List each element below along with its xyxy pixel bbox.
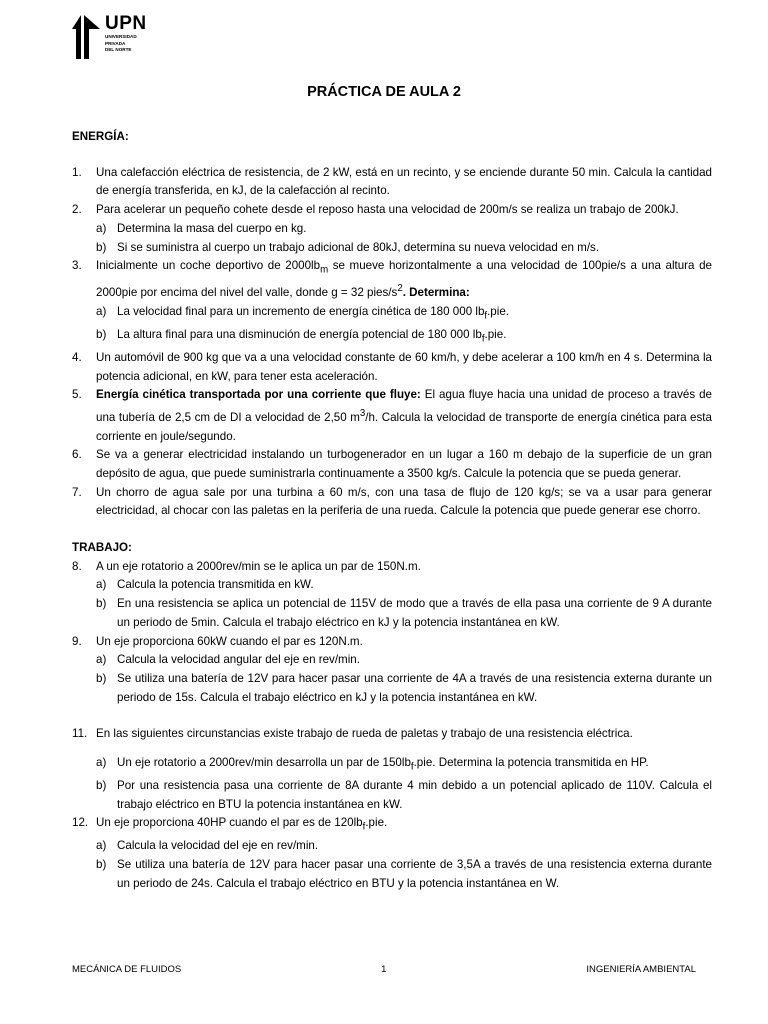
sub-item <box>72 754 712 777</box>
item-number: 8. <box>72 559 82 573</box>
logo-subtitle-line: PRIVADA <box>105 40 126 46</box>
item-number: 1. <box>72 165 82 179</box>
sub-item-text: Calcula la potencia transmitida en kW. <box>117 578 314 592</box>
list-item <box>72 558 712 577</box>
item-text: Un automóvil de 900 kg que va a una velocidad constante de 60 km/h, y debe acelerar a 100 km/h en 4 s. Determina la potencia adicional, en kW, para tener esta aceleración. <box>96 350 712 383</box>
sub-item-letter: a) <box>96 304 107 318</box>
logo-subtitle-line: UNIVERSIDAD <box>105 34 137 39</box>
item-text: Se va a generar electricidad instalando un turbogenerador en un lugar a 160 m debajo de la superficie de un gran depósito de agua, que puede suministrarla continuamente a 3500 kg/s. Calcule la potencia que se pueda generar. <box>96 448 712 480</box>
item-number: 9. <box>72 634 82 648</box>
item-number: 5. <box>72 388 82 402</box>
sub-item-letter: b) <box>96 779 107 793</box>
sub-item <box>72 651 712 670</box>
logo-subtitle-line: DEL NORTE <box>105 47 132 53</box>
superscript: 3 <box>359 407 366 419</box>
item-text: Para acelerar un pequeño cohete desde el reposo hasta una velocidad de 200m/s se realiza un trabajo de 200kJ. <box>96 203 679 217</box>
sub-item <box>72 326 712 349</box>
logo-subtitle <box>105 34 165 54</box>
list-item <box>72 386 712 446</box>
sub-item-text: .pie. Determina la potencia transmitida en HP. <box>413 756 649 770</box>
sub-item-text: La altura final para una disminución de energía potencial de 180 000 lb <box>117 327 482 341</box>
item-number: 4. <box>72 350 82 364</box>
sub-item-text: .pie. <box>484 327 507 341</box>
item-number: 7. <box>72 485 82 499</box>
sub-item-text: Si se suministra al cuerpo un trabajo adicional de 80kJ, determina su nueva velocidad en m/s. <box>117 240 600 254</box>
sub-item-text: Calcula la velocidad angular del eje en rev/min. <box>117 653 360 667</box>
item-text: . Determina: <box>402 286 470 300</box>
list-item <box>72 201 712 220</box>
item-text: .pie. <box>365 816 388 830</box>
sub-item-letter: b) <box>96 858 107 872</box>
sub-item-letter: a) <box>96 221 107 235</box>
section-heading-trabajo: TRABAJO: <box>72 541 132 555</box>
item-text: Un eje proporciona 40HP cuando el par es de 120lb <box>96 816 363 830</box>
sub-item-text: Determina la masa del cuerpo en kg. <box>117 221 307 235</box>
footer-page-number: 1 <box>381 964 387 975</box>
upn-arrow-icon <box>70 13 102 59</box>
sub-item-text: Un eje rotatorio a 2000rev/min desarrolla un par de 150lb <box>117 756 411 770</box>
subscript: f <box>362 821 366 833</box>
list-item <box>72 349 712 386</box>
logo-name: UPN <box>105 13 147 34</box>
list-item <box>72 725 712 744</box>
sub-item-text: Se utiliza una batería de 12V para hacer pasar una corriente de 3,5A a través de una resistencia externa durante un periodo de 24s. Calcula el trabajo eléctrico en BTU y la potencia instantánea en W. <box>117 858 712 890</box>
subscript: m <box>320 264 329 276</box>
item-number: 11. <box>72 727 88 741</box>
item-text: En las siguientes circunstancias existe trabajo de rueda de paletas y trabajo de una resistencia eléctrica. <box>96 727 633 741</box>
sub-item <box>72 220 712 239</box>
footer-program: INGENIERÍA AMBIENTAL <box>586 964 696 975</box>
sub-item-letter: a) <box>96 653 107 667</box>
sub-item-letter: b) <box>96 671 107 685</box>
item-number: 6. <box>72 448 82 462</box>
sub-item <box>72 239 712 258</box>
item-number: 3. <box>72 259 82 273</box>
list-item <box>72 164 712 201</box>
list-item <box>72 633 712 652</box>
footer-course: MECÁNICA DE FLUIDOS <box>72 964 182 975</box>
item-text: Inicialmente un coche deportivo de 2000lb <box>96 259 321 273</box>
item-number: 12. <box>72 816 89 830</box>
sub-item-letter: b) <box>96 597 107 611</box>
document-body <box>72 128 712 894</box>
item-text: /h. Calcula la velocidad de transporte de energía cinética para esta corriente en joule/segundo. <box>96 410 712 443</box>
sub-item <box>72 837 712 856</box>
list-item <box>72 446 712 483</box>
page-title: PRÁCTICA DE AULA 2 <box>307 84 461 100</box>
section-heading-energia: ENERGÍA: <box>72 130 129 143</box>
sub-item <box>72 777 712 814</box>
list-item <box>72 484 712 521</box>
sub-item-text: Se utiliza una batería de 12V para hacer pasar una corriente de 4A a través de una resistencia externa durante un periodo de 15s. Calcula el trabajo eléctrico en kJ y la potencia instantánea en kW. <box>117 671 712 704</box>
sub-item-letter: a) <box>96 756 107 770</box>
sub-item-letter: a) <box>96 839 107 853</box>
sub-item-letter: b) <box>96 240 107 254</box>
item-text: A un eje rotatorio a 2000rev/min se le aplica un par de 150N.m. <box>96 559 421 573</box>
sub-item <box>72 303 712 326</box>
sub-item-text: Por una resistencia pasa una corriente de 8A durante 4 min debido a un potencial aplicado de 110V. Calcula el trabajo eléctrico en BTU la potencia instantánea en kW. <box>117 779 712 811</box>
item-bold-lead: Energía cinética transportada por una corriente que fluye: <box>96 388 421 402</box>
sub-item <box>72 670 712 707</box>
sub-item-text: En una resistencia se aplica un potencial de 115V de modo que a través de ella pasa una corriente de 9 A durante un periodo de 5min. Calcula el trabajo eléctrico en kJ y la potencia instantánea en kW. <box>117 597 712 629</box>
item-text: Una calefacción eléctrica de resistencia, de 2 kW, está en un recinto, y se enciende durante 50 min. Calcula la cantidad de energía transferida, en kJ, de la calefacción al recinto. <box>96 165 712 198</box>
item-text: El agua fluye hacia una unidad de proceso a través de una tubería de 2,5 cm de DI a velocidad de 2,50 m <box>96 388 712 424</box>
sub-item-text: La velocidad final para un incremento de energía cinética de 180 000 lb <box>117 304 485 318</box>
sub-item <box>72 595 712 632</box>
sub-item-letter: a) <box>96 578 107 592</box>
item-text: Un chorro de agua sale por una turbina a 60 m/s, con una tasa de flujo de 120 kg/s; se va a usar para generar electricidad, al chocar con las paletas en la periferia de una rueda. Calcule la potencia que puede generar ese chorro. <box>96 485 712 518</box>
item-text: Un eje proporciona 60kW cuando el par es 120N.m. <box>96 634 363 648</box>
sub-item-letter: b) <box>96 327 107 341</box>
list-item <box>72 257 712 303</box>
subscript: f <box>410 761 414 773</box>
sub-item-text: Calcula la velocidad del eje en rev/min. <box>117 839 319 853</box>
sub-item-text: .pie. <box>487 304 509 318</box>
item-number: 2. <box>72 203 82 217</box>
page-footer <box>72 964 696 975</box>
superscript: 2 <box>397 283 403 295</box>
item-text: se mueve horizontalmente a una velocidad de 100pie/s a una altura de 2000pie por encima del nivel del valle, donde g = 32 pies/s <box>96 259 712 300</box>
upn-logo <box>70 13 170 61</box>
subscript: f <box>481 333 485 345</box>
sub-item <box>72 576 712 595</box>
subscript: f <box>484 310 488 322</box>
list-item <box>72 814 712 837</box>
sub-item <box>72 856 712 893</box>
